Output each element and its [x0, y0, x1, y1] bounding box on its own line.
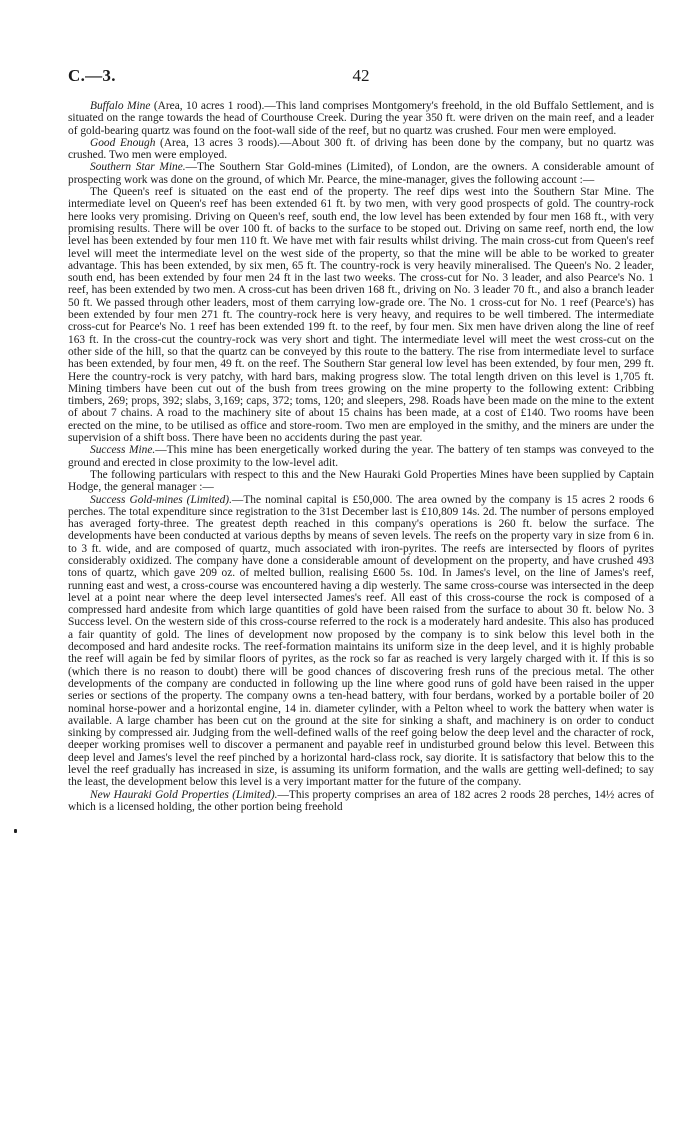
- paragraph-new-hauraki: [68, 789, 654, 814]
- paragraph-buffalo-mine: [68, 100, 654, 137]
- mine-title: Good Enough: [90, 136, 156, 149]
- page-number: 42: [352, 66, 370, 85]
- paragraph-text: —The Southern Star Gold-mines (Limited), of London, are the owners. A considerable amount of prospecting work was done on the ground, of which Mr. Pearce, the mine-manager, gives the following account :—: [68, 161, 654, 186]
- mine-title: Success Mine.: [90, 444, 156, 457]
- paragraph-particulars: [68, 469, 654, 494]
- page-header: [68, 66, 654, 90]
- body-text: [68, 100, 654, 813]
- mine-title: Southern Star Mine.: [90, 161, 186, 174]
- paragraph-text: —The nominal capital is £50,000. The area owned by the company is 15 acres 2 roods 6 perches. The total expenditure since registration to the 31st December last is £10,809 14s. 2d. The number of persons employed has averaged forty-three. The greatest depth reached in this company's operations is 260 ft. below the surface. The developments have been conducted at various depths by means of seven levels. The reefs on the property vary in size from 6 in. to 3 ft. wide, and are composed of quartz, much associated with iron-pyrites. The reefs are intersected by floors of pyrites considerably oxidized. The company have done a considerable amount of development on the property, and have crushed 493 tons of quartz, which gave 209 oz. of melted bullion, realising £600 5s. 10d. In James's level, on the line of James's reef, running east and west, a cross-course was encountered having a dip westerly. The same cross-course was intersected in the deep level at a point near where the deep level intersected James's reef. All east of this cross-course the rock is composed of a compressed hard andesite from which large quantities of gold have been raised from the surface to about 30 ft. below No. 3 Success level. On the western side of this cross-course referred to the rock is a moderately hard andesite. This also has produced a fair quantity of gold. The lines of development now proposed by the company is to sink below this level both in the decomposed and hard andesite rocks. The reef-formation maintains its uniform size in the deep level, and it is highly probable the reef will again be fed by similar floors of pyrites, as the rock so far as reached is very largely charged with it. If this is so (which there is no reason to doubt) there will be good chances of discovering fresh runs of the precious metal. The other developments of the company are conducted in following up the line where good runs of gold have been raised in the upper series or sections of the property. The company owns a ten-head battery, with four berdans, worked by a portable boiler of 20 nominal horse-power and a horizontal engine, 14 in. diameter cylinder, with a Pelton wheel to work the battery when water is available. A large chamber has been cut on the ground at the site for sinking a shaft, and machinery is on order to conduct sinking by compressed air. Judging from the well-defined walls of the reef going below the deep level and the character of rock, deeper working promises well to discover a permanent and payable reef in undisturbed ground below this level. Between this deep level and James's level the reef pinched by a horizontal hard-class rock, say diorite. It is satisfactory that below this to the level the reef gradually has increased in size, is assuming its uniform formation, and the walls are getting well-defined; to say the least, the development below this level is a very important matter for the future of the company.: [68, 493, 654, 789]
- paragraph-text: The Queen's reef is situated on the east end of the property. The reef dips west into the Southern Star Mine. The intermediate level on Queen's reef has been extended 61 ft. by two men, with very good prospects of gold. The country-rock here looks very promising. Driving on Queen's reef, south end, the low level has been extended by four men 168 ft., with very promising results. There will be over 100 ft. of backs to the surface to be stoped out. Driving on same reef, north end, the low level has been extended by four men 110 ft. We have met with fair results whilst driving. The main cross-cut from Queen's reef level will meet the intermediate level on the west side of the property, so that the mine will be able to be worked to greater advantage. This has been extended, by six men, 65 ft. The country-rock is very heavily mineralised. The Queen's No. 2 leader, south end, has been extended by four men 24 ft in the last two weeks. The cross-cut for No. 3 leader, and also Pearce's No. 1 reef, has been extended by two men. A cross-cut has been driven 168 ft., driving on No. 3 leader 70 ft., and also a branch leader 50 ft. We passed through other leaders, most of them carrying low-grade ore. The No. 1 cross-cut for No. 1 reef (Pearce's) has been extended by four men 271 ft. The country-rock here is very heavy, and requires to be well timbered. The intermediate cross-cut for Pearce's No. 1 reef has been extended 199 ft. to the reef, by four men. Six men have driven along the line of reef 163 ft. In the cross-cut the country-rock was very short and tight. The intermediate level will meet the west cross-cut on the other side of the hill, so that the quartz can be conveyed by this route to the battery. The rise from intermediate level to surface has been extended, by four men, 49 ft. on the reef. The Southern Star general low level has been extended, by four men, 299 ft. Here the country-rock is very patchy, with hard bars, making progress slow. The total length driven on this level is 1,705 ft. Mining timbers have been cut out of the bush from trees growing on the mine property to the following extent: Cribbing timbers, 269; props, 392; slabs, 3,169; caps, 372; toms, 120; and sleepers, 298. Roads have been made on the mine to the extent of about 7 chains. A road to the machinery site of about 15 chains has been made, at a cost of £140. Two rooms have been erected on the mine, to be utilised as office and store-room. Two men are employed in the smithy, and the miners are under the supervision of a shift boss. There have been no accidents during the past year.: [68, 186, 654, 445]
- paragraph-good-enough: [68, 137, 654, 162]
- paragraph-success-gold-mines: [68, 494, 654, 789]
- paragraph-text: —This property comprises an area of 182 acres 2 roods 28 perches, 14½ acres of which is a licensed holding, the other portion being freehold: [68, 788, 654, 813]
- paragraph-queens-reef: [68, 186, 654, 444]
- mine-title: New Hauraki Gold Properties (Limited).: [90, 788, 278, 801]
- section-reference: C.—3.: [68, 66, 116, 85]
- mine-title: Buffalo Mine: [90, 100, 151, 112]
- paragraph-text: —This mine has been energetically worked during the year. The battery of ten stamps was conveyed to the ground and erected in close proximity to the low-level adit.: [68, 444, 654, 469]
- paragraph-text: (Area, 10 acres 1 rood).—This land comprises Montgomery's freehold, in the old Buffalo Settlement, and is situated on the range towards the head of Courthouse Creek. During the year 350 ft. were driven on the main reef, and a leader of gold-bearing quartz was found on the foot-wall side of the reef, but no quartz was crushed. Four men were employed.: [68, 100, 654, 137]
- mine-title: Success Gold-mines (Limited).: [90, 493, 232, 506]
- paragraph-text: The following particulars with respect to this and the New Hauraki Gold Properties Mines have been supplied by Captain Hodge, the general manager :—: [68, 468, 654, 494]
- margin-mark: [14, 829, 17, 833]
- paragraph-southern-star: [68, 161, 654, 186]
- paragraph-text: (Area, 13 acres 3 roods).—About 300 ft. of driving has been done by the company, but no quartz was crushed. Two men were employed.: [68, 136, 654, 162]
- paragraph-success-mine: [68, 444, 654, 469]
